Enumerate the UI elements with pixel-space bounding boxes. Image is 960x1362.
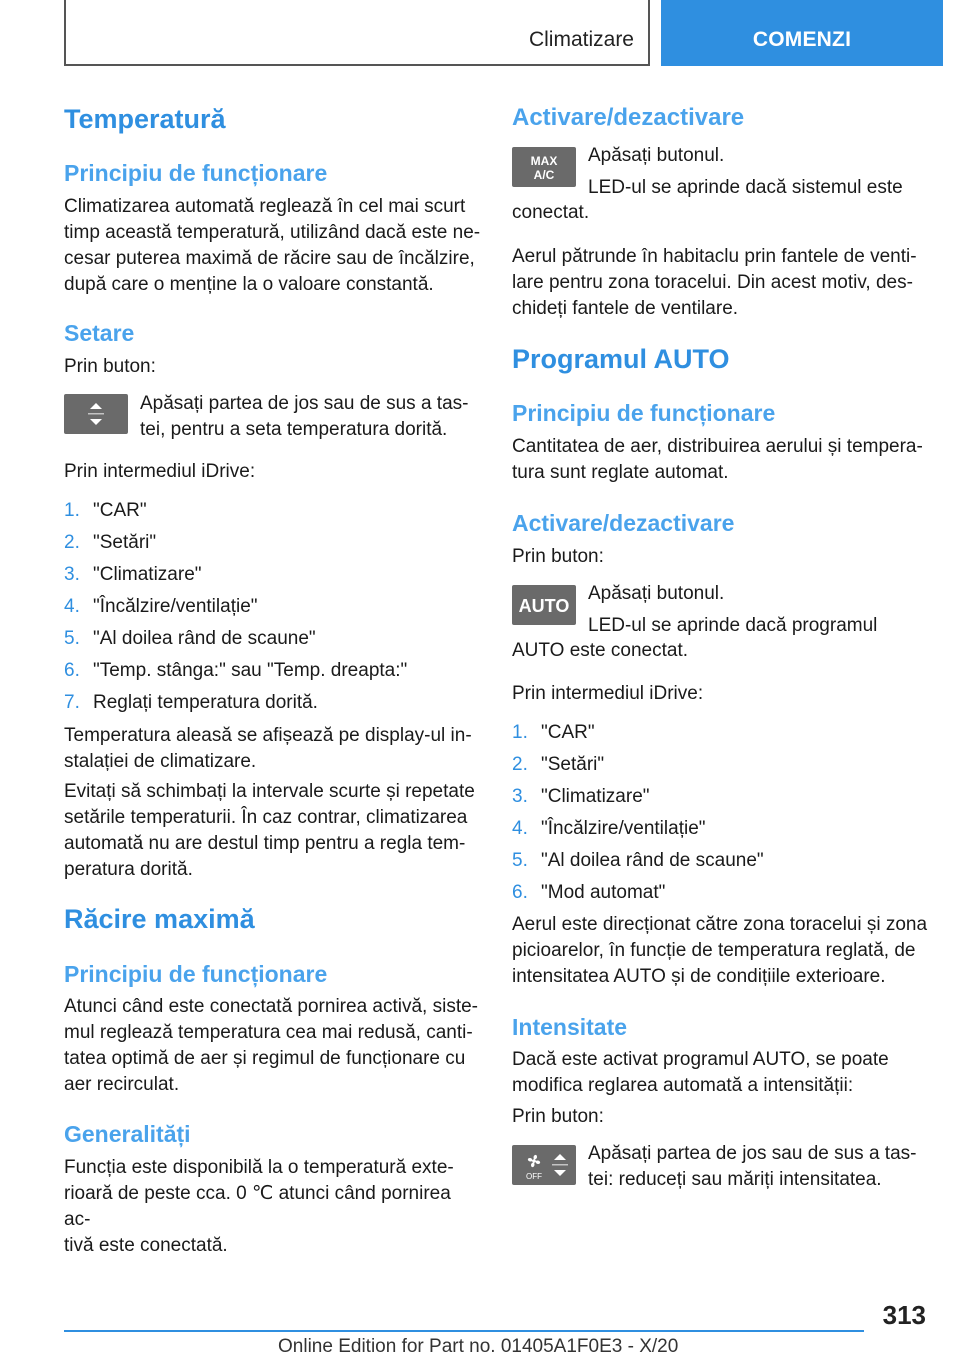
- svg-text:AUTO: AUTO: [518, 596, 570, 616]
- text-prin-buton-3: Prin buton:: [512, 1106, 604, 1127]
- heading-intensity: Intensitate: [512, 1014, 628, 1040]
- idrive-steps-list: [64, 498, 482, 722]
- max-ac-button-image: [512, 147, 576, 187]
- header-section-title: Climatizare: [528, 28, 634, 51]
- header-chapter-tab: [661, 0, 943, 66]
- up-down-arrows-icon: [64, 394, 128, 434]
- list-item: 5. "Al doilea rând de scaune": [64, 628, 316, 649]
- paragraph-avoid: Evitați să schimbați la intervale scurte și repetate setările temperaturii. În caz contrar, climatizarea automată nu are destul timp pentru a regla tem‐ peratura dorită.: [64, 781, 475, 880]
- paragraph-air: Aerul pătrunde în habitaclu prin fantele de venti‐ lare pentru zona toracelui. Din acest motiv, des‐ chideți fantele de ventilare.: [512, 246, 917, 319]
- text-led-1a: LED-ul se aprinde dacă sistemul este: [588, 177, 903, 198]
- paragraph-principle-2: Atunci când este conectată pornirea activă, siste‐ mul reglează temperatura cea mai redusă, canti‐ tatea optimă de aer și regimul de funcționare cu aer recirculat.: [64, 996, 479, 1095]
- heading-temperature: Temperatură: [64, 104, 226, 134]
- list-item: 7. Reglați temperatura dorită.: [64, 692, 318, 713]
- heading-setare: Setare: [64, 320, 135, 346]
- list-item: 5. "Al doilea rând de scaune": [512, 850, 764, 871]
- text-prin-buton: Prin buton:: [64, 356, 156, 377]
- heading-activate-2: Activare/dezactivare: [512, 510, 735, 536]
- idrive-steps-list-2: [512, 720, 930, 912]
- heading-principle-3: Principiu de funcționare: [512, 400, 776, 426]
- heading-general: Generalități: [64, 1121, 191, 1147]
- temperature-rocker-button-image: [64, 394, 128, 434]
- text-led-1b: conectat.: [512, 202, 590, 223]
- header-section-tab: [64, 0, 650, 66]
- heading-activate-1: Activare/dezactivare: [512, 104, 745, 131]
- svg-text:A/C: A/C: [533, 168, 555, 182]
- fan-intensity-button-image: [512, 1145, 576, 1185]
- fan-off-updown-icon: [512, 1145, 576, 1185]
- paragraph-display: Temperatura aleasă se afișează pe display-ul in‐ stalației de climatizare.: [64, 725, 472, 772]
- footer-edition: Online Edition for Part no. 01405A1F0E3 - X/20: [278, 1336, 679, 1357]
- text-prin-idrive-2: Prin intermediul iDrive:: [512, 683, 704, 704]
- text-prin-buton-2: Prin buton:: [512, 546, 604, 567]
- text-prin-idrive: Prin intermediul iDrive:: [64, 461, 256, 482]
- text-press-button-1: Apăsați butonul.: [588, 145, 725, 166]
- list-item: 6. "Temp. stânga:" sau "Temp. dreapta:": [64, 660, 408, 681]
- list-item: 1. "CAR": [512, 722, 595, 743]
- max-ac-icon: [512, 147, 576, 187]
- paragraph-principle-3: Cantitatea de aer, distribuirea aerului și tempera‐ tura sunt reglate automat.: [512, 436, 923, 483]
- auto-icon: [512, 585, 576, 625]
- heading-principle-1: Principiu de funcționare: [64, 160, 328, 186]
- page-number: 313: [882, 1300, 926, 1330]
- text-led-2a: LED-ul se aprinde dacă programul: [588, 615, 878, 636]
- svg-text:OFF: OFF: [526, 1172, 542, 1181]
- list-item: 6. "Mod automat": [512, 882, 666, 903]
- paragraph-principle-1: Climatizarea automată reglează în cel mai scurt timp această temperatură, utilizând dacă este ne‐ cesar puterea maximă de răcire sau de încălzire, după care o menține la o valoare constantă.: [64, 196, 481, 295]
- list-item: 4. "Încălzire/ventilație": [512, 818, 706, 839]
- list-item: 2. "Setări": [512, 754, 605, 775]
- text-led-2b: AUTO este conectat.: [512, 640, 689, 661]
- list-item: 3. "Climatizare": [512, 786, 650, 807]
- paragraph-intensity: Dacă este activat programul AUTO, se poate modifica reglarea automată a intensității:: [512, 1049, 889, 1096]
- heading-max-cooling: Răcire maximă: [64, 904, 255, 934]
- list-item: 3. "Climatizare": [64, 564, 202, 585]
- list-item: 4. "Încălzire/ventilație": [64, 596, 258, 617]
- heading-principle-2: Principiu de funcționare: [64, 961, 328, 987]
- header-chapter-title: COMENZI: [752, 28, 852, 51]
- paragraph-general: Funcția este disponibilă la o temperatură exte‐ rioară de peste cca. 0 ℃ atunci când pornirea ac‐ tivă este conectată.: [64, 1157, 454, 1256]
- svg-text:MAX: MAX: [530, 154, 558, 168]
- paragraph-button-desc-3: Apăsați partea de jos sau de sus a tas‐ tei: reduceți sau măriți intensitatea.: [588, 1143, 917, 1190]
- heading-auto-program: Programul AUTO: [512, 344, 730, 374]
- footer-divider: [64, 1330, 864, 1332]
- auto-button-image: [512, 585, 576, 625]
- text-press-button-2: Apăsați butonul.: [588, 583, 725, 604]
- list-item: 2. "Setări": [64, 532, 157, 553]
- list-item: 1. "CAR": [64, 500, 147, 521]
- paragraph-button-desc: Apăsați partea de jos sau de sus a tas‐ tei, pentru a seta temperatura dorită.: [140, 393, 469, 440]
- paragraph-directed: Aerul este direcționat către zona toracelui și zona picioarelor, în funcție de temperatura reglată, de intensitatea AUTO și de condițiile exterioare.: [512, 914, 928, 987]
